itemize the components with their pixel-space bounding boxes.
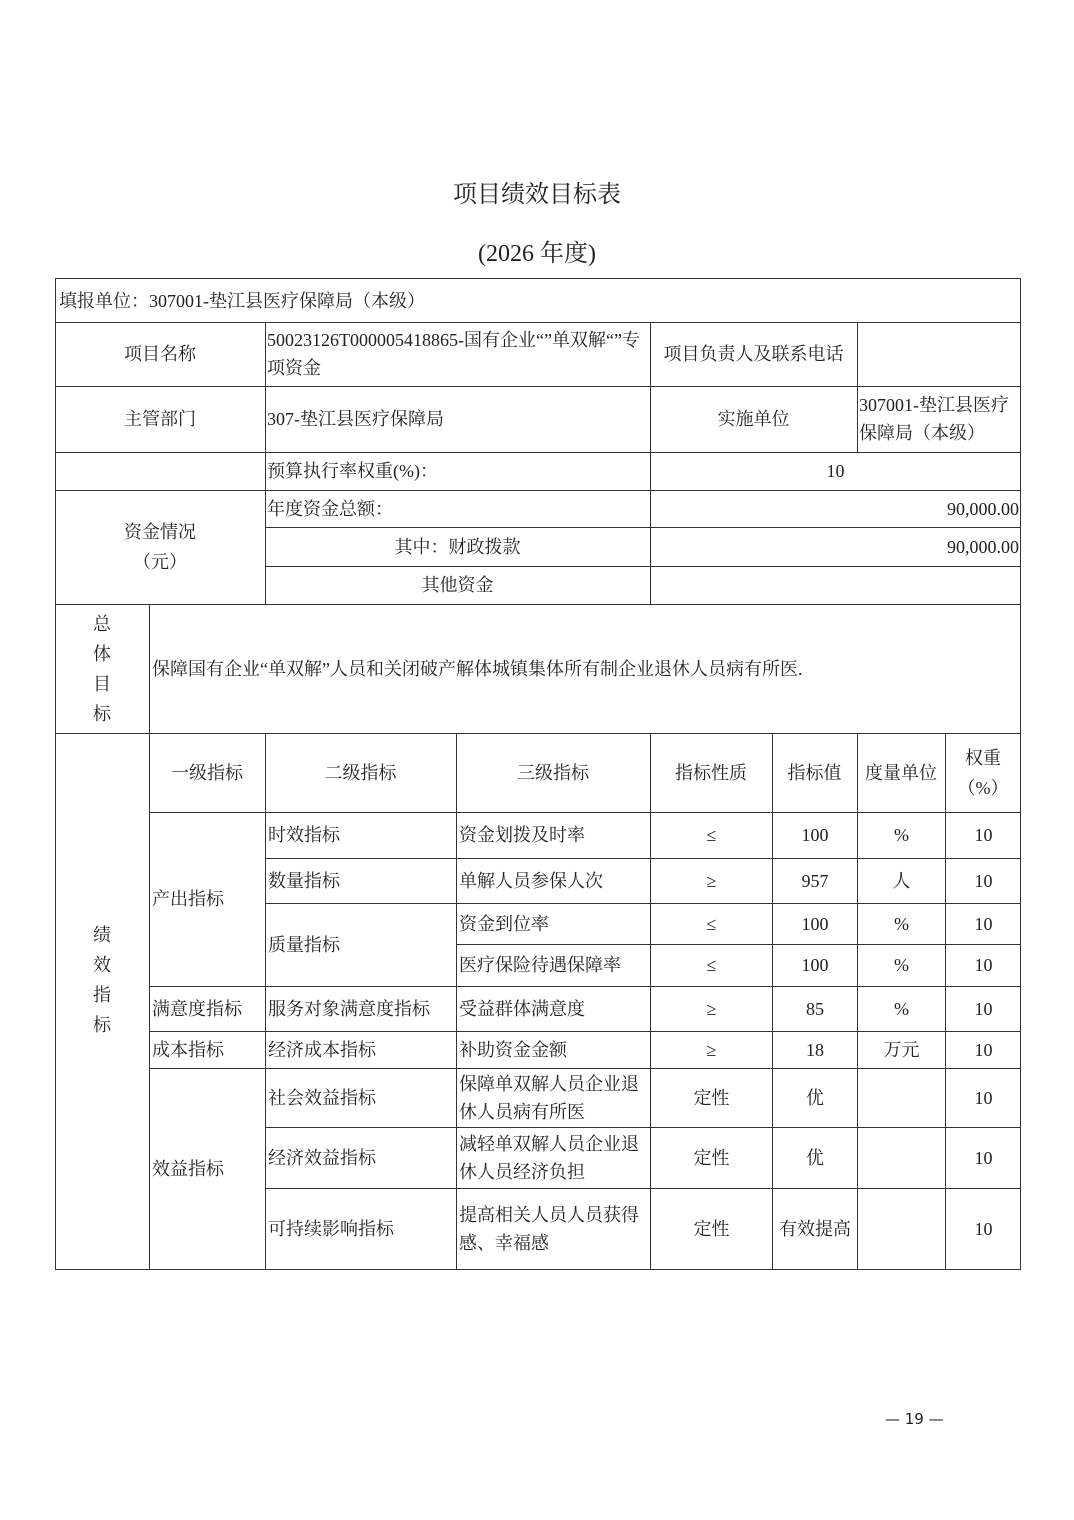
weight-cell: 10 <box>974 870 993 891</box>
level1-cost: 成本指标 <box>152 1039 224 1060</box>
unit-cell: % <box>894 998 909 1019</box>
unit-cell <box>858 1188 945 1270</box>
nature-cell: ≤ <box>706 955 717 975</box>
value-cell: 有效提高 <box>779 1219 851 1239</box>
level3-cell: 受益群体满意度 <box>459 998 585 1019</box>
project-name-label: 项目名称 <box>124 344 196 364</box>
level3-cell: 补助资金金额 <box>459 1039 567 1060</box>
col-header-level3: 三级指标 <box>517 762 589 783</box>
level1-satisfaction: 满意度指标 <box>152 998 242 1019</box>
level2-service-satisfaction: 服务对象满意度指标 <box>268 998 430 1019</box>
project-lead-label: 项目负责人及联系电话 <box>663 344 844 364</box>
level2-social-benefit: 社会效益指标 <box>268 1087 376 1108</box>
nature-cell: 定性 <box>693 1087 730 1108</box>
weight-cell: 10 <box>974 955 993 975</box>
funds-total-label: 年度资金总额： <box>267 498 393 519</box>
level1-output: 产出指标 <box>152 889 224 909</box>
weight-header-line2: （%） <box>957 777 1009 798</box>
unit-cell: % <box>894 955 909 975</box>
indicator-char: 指 <box>93 985 111 1005</box>
funds-label-text: 资金情况 <box>124 522 196 542</box>
impl-label: 实施单位 <box>717 409 790 429</box>
funds-unit: （元） <box>133 552 187 572</box>
unit-cell: 人 <box>892 870 911 891</box>
level2-quantity: 数量指标 <box>268 870 340 891</box>
document-subtitle: (2026 年度) <box>478 241 596 267</box>
impl-value: 307001-垫江县医疗保障局（本级） <box>859 395 1009 443</box>
project-name-value: 50023126T000005418865-国有企业“”单双解“”专项资金 <box>267 330 640 378</box>
level2-timeliness: 时效指标 <box>268 825 340 845</box>
indicator-char: 绩 <box>93 925 111 945</box>
funds-other-value <box>650 566 1021 604</box>
goal-char: 总 <box>93 613 111 634</box>
col-header-level2: 二级指标 <box>324 762 397 783</box>
level3-cell: 减轻单双解人员企业退休人员经济负担 <box>459 1133 639 1182</box>
col-header-level1: 一级指标 <box>171 762 243 783</box>
page-number: — 19 — <box>885 1410 944 1428</box>
weight-cell: 10 <box>974 1219 993 1239</box>
overall-goal-label <box>55 604 149 733</box>
value-cell: 100 <box>801 955 829 975</box>
weight-cell: 10 <box>974 913 993 934</box>
value-cell: 85 <box>806 998 824 1019</box>
unit-cell: 万元 <box>883 1039 920 1060</box>
level3-cell: 资金划拨及时率 <box>459 825 585 845</box>
indicator-char: 效 <box>93 955 111 975</box>
nature-cell: 定性 <box>693 1219 730 1239</box>
level2-quality: 质量指标 <box>268 934 340 955</box>
weight-header-line1: 权重 <box>965 747 1001 768</box>
weight-cell: 10 <box>974 1147 993 1168</box>
budget-rate-label: 预算执行率权重(%)： <box>267 461 438 481</box>
unit-cell: % <box>894 825 909 845</box>
level3-cell: 医疗保险待遇保障率 <box>459 955 621 975</box>
nature-cell: ≥ <box>706 870 717 891</box>
level2-economic-cost: 经济成本指标 <box>268 1039 376 1060</box>
dept-label: 主管部门 <box>124 409 196 429</box>
document-title: 项目绩效目标表 <box>453 182 621 208</box>
level2-economic-benefit: 经济效益指标 <box>268 1147 376 1168</box>
nature-cell: ≥ <box>706 998 717 1019</box>
level3-cell: 单解人员参保人次 <box>459 870 603 891</box>
unit-cell <box>858 1068 945 1127</box>
nature-cell: ≤ <box>706 825 717 845</box>
project-lead-value <box>857 322 1021 386</box>
level3-cell: 保障单双解人员企业退休人员病有所医 <box>459 1073 639 1122</box>
value-cell: 100 <box>801 913 829 934</box>
funds-label <box>55 490 265 604</box>
level1-benefit: 效益指标 <box>152 1159 224 1179</box>
weight-cell: 10 <box>974 998 993 1019</box>
value-cell: 957 <box>801 870 829 891</box>
value-cell: 100 <box>801 825 829 845</box>
funds-fiscal-label: 其中：财政拨款 <box>394 536 521 557</box>
col-header-value: 指标值 <box>787 762 842 783</box>
weight-cell: 10 <box>974 1039 993 1060</box>
goal-char: 目 <box>93 673 111 694</box>
col-header-weight <box>945 733 1021 812</box>
funds-other-label: 其他资金 <box>421 575 494 595</box>
unit-cell: % <box>894 913 909 934</box>
level3-cell: 资金到位率 <box>459 913 549 934</box>
goal-char: 体 <box>93 643 111 664</box>
level2-sustainable-impact: 可持续影响指标 <box>268 1219 394 1239</box>
level3-cell: 提高相关人员人员获得感、幸福感 <box>459 1205 639 1253</box>
value-cell: 18 <box>806 1039 824 1060</box>
nature-cell: 定性 <box>693 1147 730 1168</box>
funds-total-value: 90,000.00 <box>947 498 1019 519</box>
dept-value: 307-垫江县医疗保障局 <box>267 409 444 429</box>
weight-cell: 10 <box>974 1087 993 1108</box>
funds-fiscal-value: 90,000.00 <box>947 536 1019 557</box>
goal-char: 标 <box>93 703 111 724</box>
overall-goal-text: 保障国有企业“单双解”人员和关闭破产解体城镇集体所有制企业退休人员病有所医. <box>152 658 803 679</box>
nature-cell: ≥ <box>706 1039 717 1060</box>
unit-cell <box>858 1127 945 1188</box>
indicators-label <box>55 890 149 1070</box>
reporting-unit: 填报单位：307001-垫江县医疗保障局（本级） <box>59 290 425 311</box>
budget-rate-value: 10 <box>826 461 845 481</box>
indicator-char: 标 <box>93 1015 111 1035</box>
value-cell: 优 <box>806 1147 824 1168</box>
col-header-nature: 指标性质 <box>675 762 747 783</box>
nature-cell: ≤ <box>706 913 717 934</box>
weight-cell: 10 <box>974 825 993 845</box>
value-cell: 优 <box>806 1087 824 1108</box>
col-header-unit: 度量单位 <box>865 762 937 783</box>
